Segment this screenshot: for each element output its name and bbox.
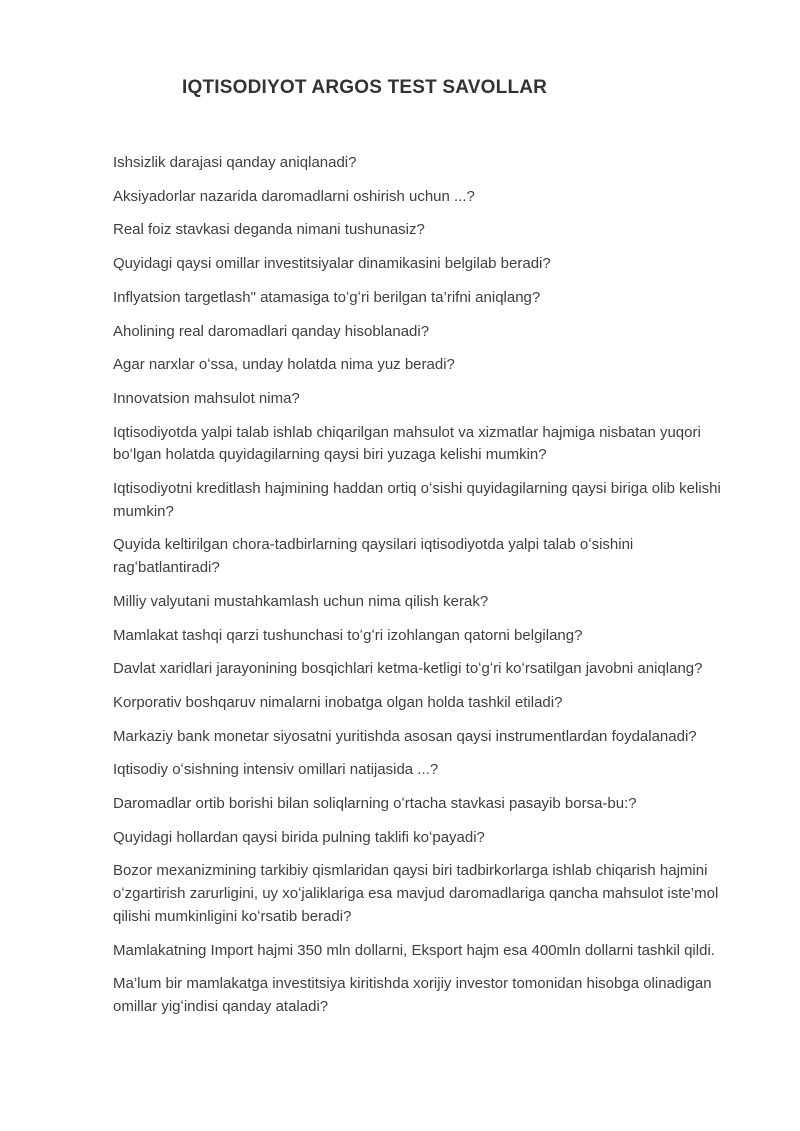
question-item: Mamlakatning Import hajmi 350 mln dollarni, Eksport hajm esa 400mln dollarni tashkil qildi. <box>113 941 715 959</box>
question-item: Iqtisodiyotda yalpi talab ishlab chiqarilgan mahsulot va xizmatlar hajmiga nisbatan yuqori boʻlgan holatda quyidagilarning qaysi biri yuzaga kelishi mumkin? <box>113 423 701 464</box>
question-item: Aksiyadorlar nazarida daromadlarni oshirish uchun ...? <box>113 187 475 205</box>
question-item: Quyidagi qaysi omillar investitsiyalar dinamikasini belgilab beradi? <box>113 255 551 273</box>
question-item: Iqtisodiy oʻsishning intensiv omillari natijasida ...? <box>113 761 439 779</box>
question-item: Real foiz stavkasi deganda nimani tushunasiz? <box>113 221 425 239</box>
question-item: Agar narxlar oʻssa, unday holatda nima yuz beradi? <box>113 356 455 374</box>
question-item: Milliy valyutani mustahkamlash uchun nima qilish kerak? <box>113 592 489 610</box>
question-list <box>113 152 743 1019</box>
question-item: Quyida keltirilgan chora-tadbirlarning qaysilari iqtisodiyotda yalpi talab oʻsishini ragʻbatlantiradi? <box>113 536 634 577</box>
question-item: Iqtisodiyotni kreditlash hajmining haddan ortiq oʻsishi quyidagilarning qaysi biriga olib kelishi mumkin? <box>113 480 721 520</box>
question-item: Markaziy bank monetar siyosatni yuritishda asosan qaysi instrumentlardan foydalanadi? <box>113 727 697 745</box>
question-item: Ishsizlik darajasi qanday aniqlanadi? <box>113 154 357 171</box>
question-item: Inflyatsion targetlash" atamasiga toʻgʻri berilgan ta’rifni aniqlang? <box>113 288 541 306</box>
question-item: Ma’lum bir mamlakatga investitsiya kiritishda xorijiy investor tomonidan hisobga olinadigan omillar yigʻindisi qanday ataladi? <box>113 975 712 1015</box>
question-item: Quyidagi hollardan qaysi birida pulning taklifi koʻpayadi? <box>113 828 485 846</box>
question-item: Daromadlar ortib borishi bilan soliqlarning oʻrtacha stavkasi pasayib borsa-bu:? <box>113 795 637 813</box>
question-item: Aholining real daromadlari qanday hisoblanadi? <box>113 322 430 340</box>
question-item: Davlat xaridlari jarayonining bosqichlari ketma-ketligi toʻgʻri koʻrsatilgan javobni aniqlang? <box>113 660 703 678</box>
question-item: Bozor mexanizmining tarkibiy qismlaridan qaysi biri tadbirkorlarga ishlab chiqarish hajmini oʻzgartirish zarurligini, uy xoʻjaliklariga esa mavjud daromadlariga qancha mahsulot iste’mol qilishi mumkinligini koʻrsatib beradi? <box>113 862 719 925</box>
question-item: Mamlakat tashqi qarzi tushunchasi toʻgʻri izohlangan qatorni belgilang? <box>113 626 583 644</box>
question-item: Korporativ boshqaruv nimalarni inobatga olgan holda tashkil etiladi? <box>113 693 563 711</box>
page-title: IQTISODIYOT ARGOS TEST SAVOLLAR <box>182 77 548 98</box>
question-item: Innovatsion mahsulot nima? <box>113 389 300 407</box>
